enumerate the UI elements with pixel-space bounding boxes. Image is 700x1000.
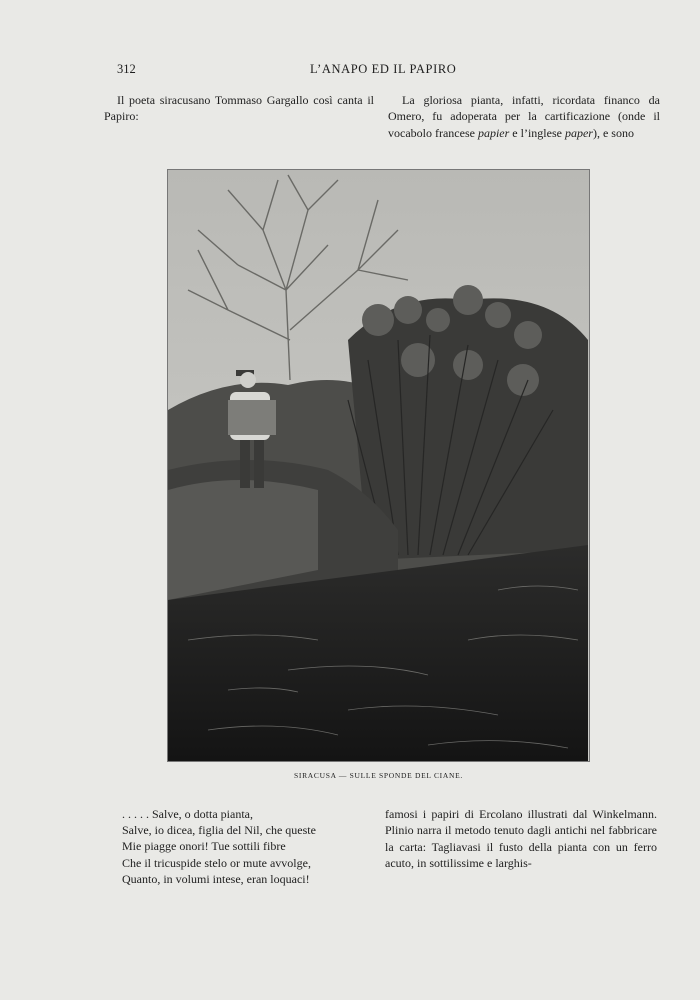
word-papier: papier: [477, 125, 510, 140]
pliny-paragraph: famosi i papiri di Ercolano illustrati dal Winkelmann. Plinio narra il metodo tenuto dagli antichi nel fabbricare la carta: Tagliavasi il fusto della pianta con un ferro acuto, in sottilissime e larghis-: [385, 807, 657, 870]
page-number: 312: [117, 62, 136, 76]
verse-line: Che il tricuspide stelo or mute avvolge,: [122, 855, 311, 870]
verse-line: Salve, io dicea, figlia del Nil, che queste: [122, 823, 316, 838]
verse-block: [122, 806, 352, 887]
verse-line: Quanto, in volumi intese, eran loquaci!: [122, 871, 310, 886]
intro-text: Il poeta siracusano Tommaso Gargallo così canta il Papiro:: [104, 93, 374, 124]
running-title: L’ANAPO ED IL PAPIRO: [310, 62, 457, 76]
intro-paragraph: [104, 92, 374, 125]
verse-line: . . . . . Salve, o dotta pianta,: [122, 807, 253, 821]
photograph-ciane-riverbank: [168, 170, 589, 761]
photo-caption: SIRACUSA — SULLE SPONDE DEL CIANE.: [294, 771, 463, 780]
word-paper: paper: [564, 125, 593, 140]
verse-line: Mie piagge onori! Tue sottili fibre: [122, 839, 286, 854]
papyrus-text-2: e l’inglese: [509, 125, 565, 140]
papyrus-text-1: La gloriosa pianta, infatti, ricordata financo da Omero, fu adoperata per la cartificazione (onde il vocabolo francese: [388, 93, 660, 140]
papyrus-text-3: ), e sono: [592, 125, 634, 140]
papyrus-paragraph: [388, 92, 660, 141]
